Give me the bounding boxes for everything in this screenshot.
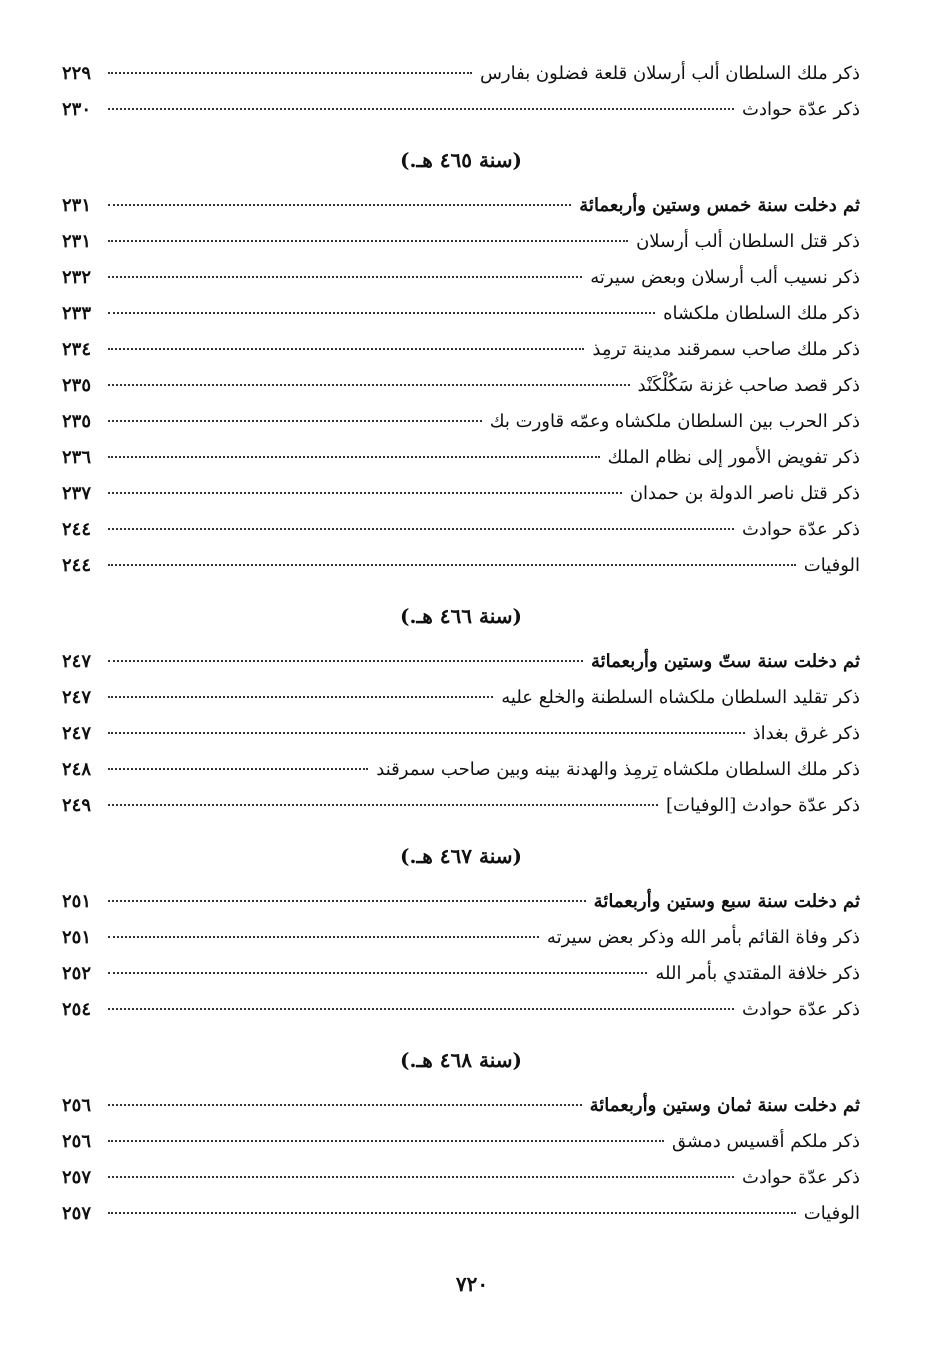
entry-title: ذكر ملك السلطان ملكشاه — [663, 303, 860, 324]
entry-title: ثم دخلت سنة خمس وستين وأربعمائة — [579, 195, 860, 216]
entry-page-number: ٢٤٧ — [62, 723, 92, 744]
toc-entry — [62, 440, 860, 476]
year-heading: (سنة ٤٦٧ هـ.) — [400, 844, 522, 868]
dot-leader — [108, 1212, 796, 1214]
toc-entry — [62, 920, 860, 956]
entry-title: ذكر ملك السلطان ملكشاه تِرمِذ والهدنة بينه وبين صاحب سمرقند — [376, 759, 860, 780]
entry-page-number: ٢٥٧ — [62, 1203, 92, 1224]
dot-leader — [108, 1104, 582, 1106]
entry-title: ثم دخلت سنة ثمان وستين وأربعمائة — [589, 1095, 860, 1116]
entry-title: ذكر قتل ناصر الدولة بن حمدان — [629, 483, 860, 504]
entry-title: ذكر ملكم أقسيس دمشق — [672, 1131, 860, 1152]
entry-title: ذكر تقليد السلطان ملكشاه السلطنة والخلع عليه — [501, 687, 860, 708]
dot-leader — [108, 564, 796, 566]
dot-leader — [108, 936, 539, 938]
toc-entry — [62, 296, 860, 332]
entry-page-number: ٢٥٤ — [62, 999, 92, 1020]
year-heading: (سنة ٤٦٦ هـ.) — [400, 604, 522, 628]
entry-title: ثم دخلت سنة سبع وستين وأربعمائة — [593, 891, 860, 912]
entry-title: ذكر تفويض الأمور إلى نظام الملك — [607, 447, 860, 468]
entry-title: ذكر ملك صاحب سمرقند مدينة ترمِذ — [592, 339, 860, 360]
dot-leader — [108, 660, 583, 662]
toc-entry — [62, 92, 860, 128]
entry-title: ثم دخلت سنة ستّ وستين وأربعمائة — [591, 651, 860, 672]
dot-leader — [108, 1140, 664, 1142]
toc-entry — [62, 1196, 860, 1232]
entry-page-number: ٢٥١ — [62, 927, 92, 948]
toc-entry — [62, 476, 860, 512]
toc-entry — [62, 1124, 860, 1160]
dot-leader — [108, 528, 734, 530]
toc-entry — [62, 884, 860, 920]
toc-entry — [62, 716, 860, 752]
entry-title: ذكر قصد صاحب غزنة سَكُلْكَنْد — [637, 375, 860, 396]
dot-leader — [108, 1176, 734, 1178]
dot-leader — [108, 804, 658, 806]
entry-page-number: ٢٤٤ — [62, 519, 92, 540]
entry-page-number: ٢٤٧ — [62, 651, 92, 672]
entry-title: الوفيات — [803, 555, 860, 576]
toc-entry — [62, 644, 860, 680]
toc-entry — [62, 548, 860, 584]
table-of-contents — [62, 56, 860, 1232]
entry-page-number: ٢٤٧ — [62, 687, 92, 708]
entry-page-number: ٢٥٦ — [62, 1095, 92, 1116]
toc-entry — [62, 788, 860, 824]
entry-title: ذكر وفاة القائم بأمر الله وذكر بعض سيرته — [546, 927, 860, 948]
entry-page-number: ٢٣٧ — [62, 483, 92, 504]
dot-leader — [108, 384, 630, 386]
entry-title: ذكر عدّة حوادث — [742, 519, 860, 540]
entry-page-number: ٢٣١ — [62, 231, 92, 252]
entry-title: ذكر نسيب ألب أرسلان وبعض سيرته — [590, 267, 860, 288]
toc-entry — [62, 992, 860, 1028]
dot-leader — [108, 348, 584, 350]
year-heading: (سنة ٤٦٨ هـ.) — [400, 1048, 522, 1072]
dot-leader — [108, 900, 586, 902]
entry-page-number: ٢٣٥ — [62, 411, 92, 432]
entry-page-number: ٢٥٢ — [62, 963, 92, 984]
toc-entry — [62, 260, 860, 296]
entry-title: ذكر الحرب بين السلطان ملكشاه وعمّه قاورت بك — [489, 411, 860, 432]
entry-page-number: ٢٣٠ — [62, 99, 92, 120]
entry-page-number: ٢٤٨ — [62, 759, 92, 780]
entry-title: ذكر غرق بغداذ — [752, 723, 860, 744]
toc-entry — [62, 956, 860, 992]
entry-title: ذكر خلافة المقتدي بأمر الله — [655, 963, 860, 984]
toc-entry — [62, 56, 860, 92]
entry-title: ذكر عدّة حوادث [الوفيات] — [666, 795, 860, 816]
entry-title: ذكر ملك السلطان ألب أرسلان قلعة فضلون بفارس — [479, 63, 860, 84]
toc-entry — [62, 224, 860, 260]
dot-leader — [108, 240, 628, 242]
entry-page-number: ٢٣٥ — [62, 375, 92, 396]
toc-entry — [62, 404, 860, 440]
toc-entry — [62, 332, 860, 368]
entry-page-number: ٢٤٩ — [62, 795, 92, 816]
toc-entry — [62, 752, 860, 788]
entry-title: ذكر عدّة حوادث — [742, 99, 860, 120]
dot-leader — [108, 972, 647, 974]
entry-page-number: ٢٢٩ — [62, 63, 92, 84]
entry-page-number: ٢٣٦ — [62, 447, 92, 468]
dot-leader — [108, 312, 655, 314]
toc-entry — [62, 512, 860, 548]
entry-title: ذكر قتل السلطان ألب أرسلان — [636, 231, 860, 252]
entry-title: ذكر عدّة حوادث — [742, 1167, 860, 1188]
toc-entry — [62, 680, 860, 716]
entry-title: الوفيات — [803, 1203, 860, 1224]
entry-page-number: ٢٣٤ — [62, 339, 92, 360]
toc-entry — [62, 1088, 860, 1124]
entry-page-number: ٢٥٦ — [62, 1131, 92, 1152]
entry-page-number: ٢٣٣ — [62, 303, 92, 324]
dot-leader — [108, 732, 745, 734]
toc-entry — [62, 188, 860, 224]
dot-leader — [108, 276, 582, 278]
dot-leader — [108, 108, 734, 110]
toc-entry — [62, 1160, 860, 1196]
dot-leader — [108, 768, 368, 770]
dot-leader — [108, 492, 622, 494]
entry-title: ذكر عدّة حوادث — [742, 999, 860, 1020]
entry-page-number: ٢٤٤ — [62, 555, 92, 576]
dot-leader — [108, 204, 571, 206]
dot-leader — [108, 1008, 734, 1010]
dot-leader — [108, 420, 482, 422]
entry-page-number: ٢٥١ — [62, 891, 92, 912]
page-number: ٧٢٠ — [455, 1272, 489, 1296]
dot-leader — [108, 72, 472, 74]
dot-leader — [108, 696, 493, 698]
dot-leader — [108, 456, 600, 458]
year-heading: (سنة ٤٦٥ هـ.) — [400, 148, 522, 172]
entry-page-number: ٢٥٧ — [62, 1167, 92, 1188]
entry-page-number: ٢٣١ — [62, 195, 92, 216]
entry-page-number: ٢٣٢ — [62, 267, 92, 288]
toc-entry — [62, 368, 860, 404]
